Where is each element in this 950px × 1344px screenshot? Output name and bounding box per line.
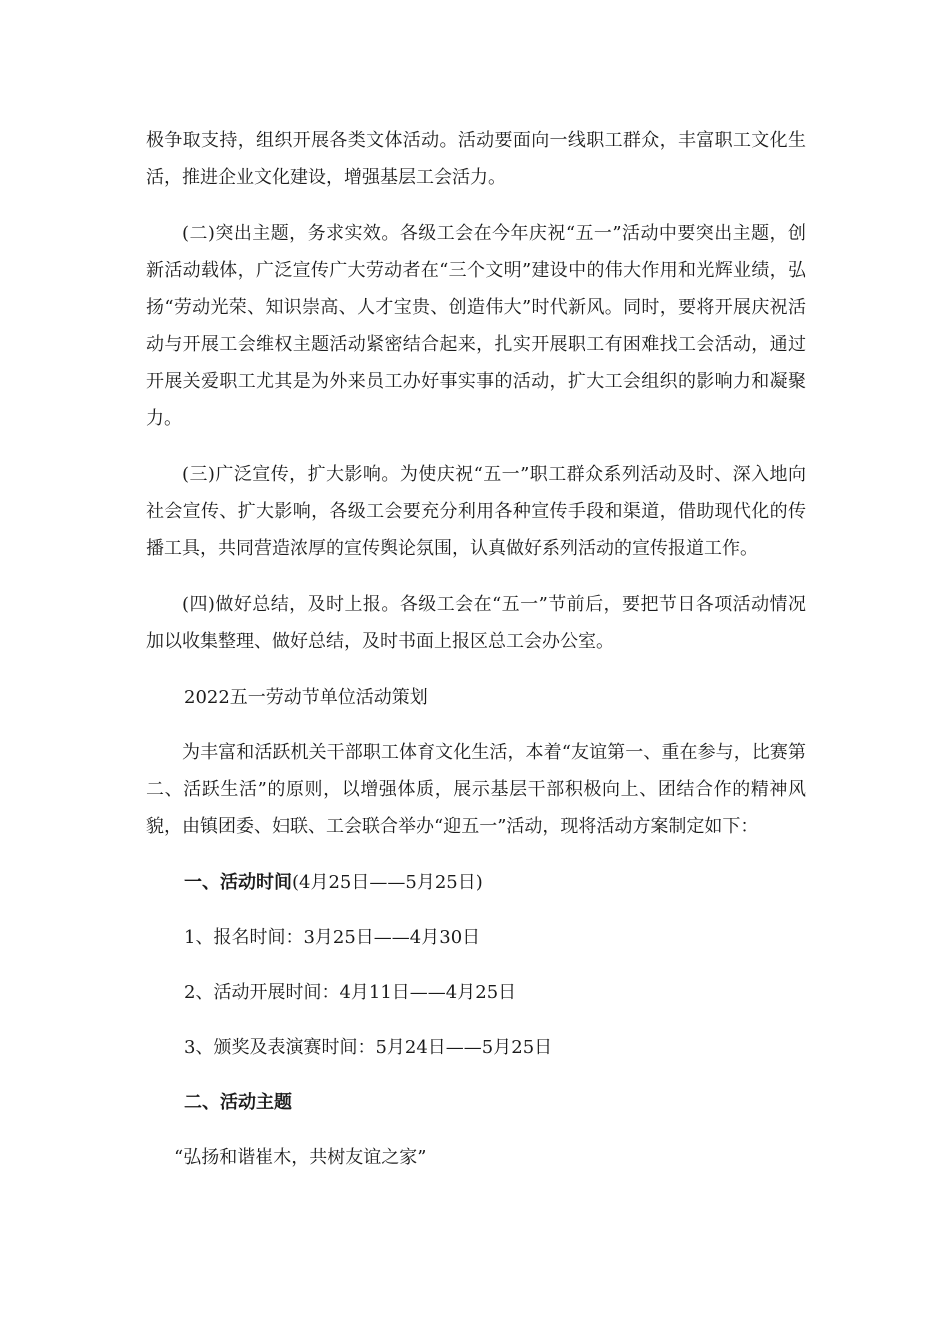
section-heading-time xyxy=(146,864,806,901)
schedule-item-awards: 3、颁奖及表演赛时间：5月24日——5月25日 xyxy=(184,1037,553,1058)
plan-subtitle: 2022五一劳动节单位活动策划 xyxy=(184,687,428,708)
schedule-item-registration: 1、报名时间：3月25日——4月30日 xyxy=(184,927,481,948)
section-heading-time-label: 一、活动时间 xyxy=(184,872,292,893)
document-page xyxy=(146,122,806,1176)
paragraph-summary: (四)做好总结，及时上报。各级工会在“五一”节前后，要把节日各项活动情况加以收集整理、做好总结，及时书面上报区总工会办公室。 xyxy=(146,594,806,652)
schedule-item-activity: 2、活动开展时间：4月11日——4月25日 xyxy=(184,982,517,1003)
paragraph-continuation: 极争取支持，组织开展各类文体活动。活动要面向一线职工群众，丰富职工文化生活，推进企业文化建设，增强基层工会活力。 xyxy=(146,130,806,188)
section-heading-theme: 二、活动主题 xyxy=(184,1092,292,1113)
theme-quote: “弘扬和谐崔木，共树友谊之家” xyxy=(174,1147,427,1168)
plan-intro: 为丰富和活跃机关干部职工体育文化生活，本着“友谊第一、重在参与，比赛第二、活跃生活”的原则，以增强体质，展示基层干部积极向上、团结合作的精神风貌，由镇团委、妇联、工会联合举办“迎五一”活动，现将活动方案制定如下： xyxy=(146,742,806,837)
paragraph-highlight-theme: (二)突出主题，务求实效。各级工会在今年庆祝“五一”活动中要突出主题，创新活动载体，广泛宣传广大劳动者在“三个文明”建设中的伟大作用和光辉业绩，弘扬“劳动光荣、知识崇高、人才宝贵、创造伟大”时代新风。同时，要将开展庆祝活动与开展工会维权主题活动紧密结合起来，扎实开展职工有困难找工会活动，通过开展关爱职工尤其是为外来员工办好事实事的活动，扩大工会组织的影响力和凝聚力。 xyxy=(146,223,806,429)
section-heading-time-range: (4月25日——5月25日) xyxy=(292,872,483,893)
paragraph-publicity: (三)广泛宣传，扩大影响。为使庆祝“五一”职工群众系列活动及时、深入地向社会宣传、扩大影响，各级工会要充分利用各种宣传手段和渠道，借助现代化的传播工具，共同营造浓厚的宣传舆论氛围，认真做好系列活动的宣传报道工作。 xyxy=(146,464,806,559)
